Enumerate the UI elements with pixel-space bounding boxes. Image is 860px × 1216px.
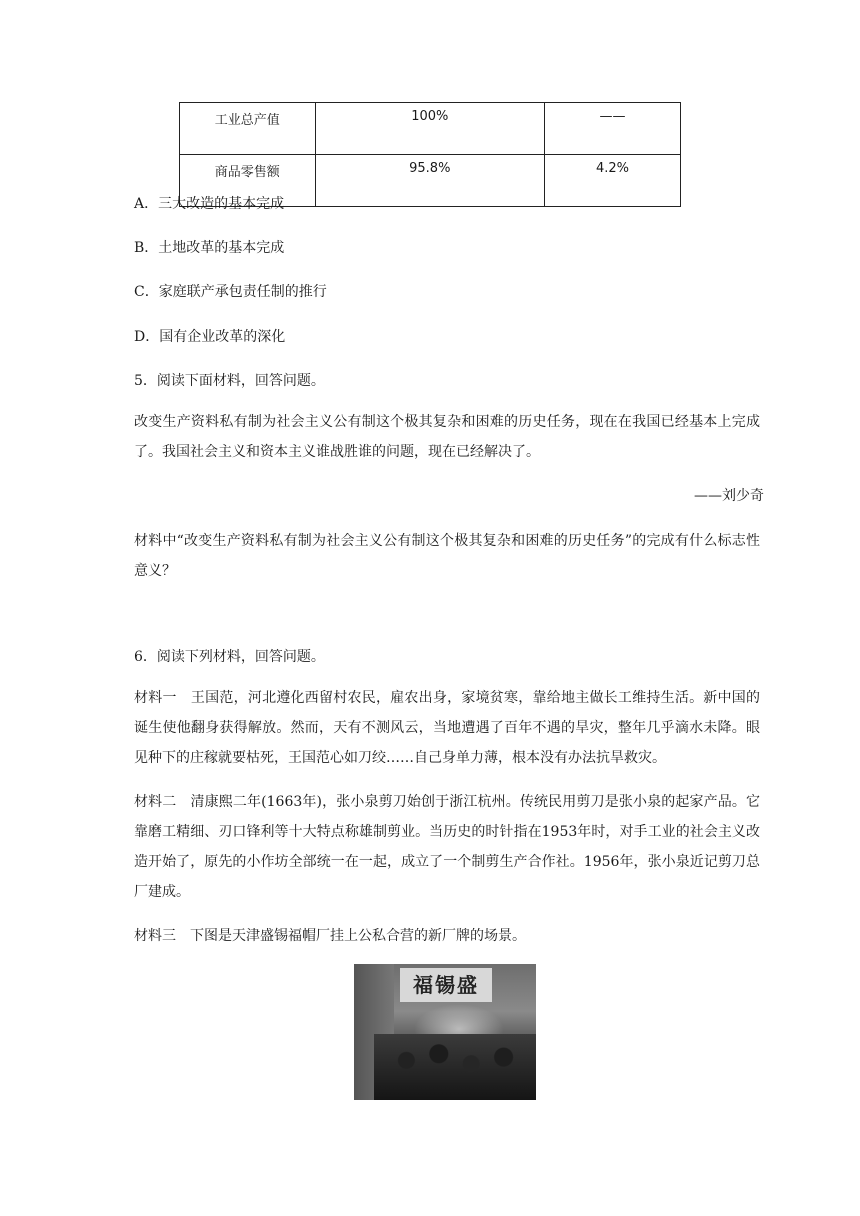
material-two: 材料二 清康熙二年(1663年)，张小泉剪刀始创于浙江杭州。传统民用剪刀是张小泉的起家产品。它靠磨工精细、刃口锋利等十大特点称雄制剪业。当历史的时针指在1953年时，对手工业的社会主义改造开始了，原先的小作坊全部统一在一起，成立了一个制剪生产合作社。1956年，张小泉近记剪刀总厂建成。 <box>134 794 760 900</box>
question-6-title: 6．阅读下列材料，回答问题。 <box>134 649 325 665</box>
option-d: D．国有企业改革的深化 <box>134 329 286 345</box>
table-cell: 100% <box>315 103 544 155</box>
question-5-title: 5．阅读下面材料，回答问题。 <box>134 373 325 389</box>
table-cell: 4.2% <box>544 155 680 207</box>
table-cell: 95.8% <box>315 155 544 207</box>
question-5-quote: 改变生产资料私有制为社会主义公有制这个极其复杂和困难的历史任务，现在在我国已经基本上完成了。我国社会主义和资本主义谁战胜谁的问题，现在已经解决了。 <box>134 414 760 460</box>
factory-sign-photo <box>354 964 536 1100</box>
data-table <box>179 102 681 207</box>
option-b: B．土地改革的基本完成 <box>134 240 285 256</box>
table-cell: 商品零售额 <box>180 155 316 207</box>
table-cell: 工业总产值 <box>180 103 316 155</box>
quote-attribution: ——刘少奇 <box>694 488 764 504</box>
photo-sign: 福锡盛 <box>400 968 492 1002</box>
material-three: 材料三 下图是天津盛锡福帽厂挂上公私合营的新厂牌的场景。 <box>134 928 526 944</box>
table-cell: —— <box>544 103 680 155</box>
option-c: C．家庭联产承包责任制的推行 <box>134 284 327 300</box>
question-5-prompt: 材料中“改变生产资料私有制为社会主义公有制这个极其复杂和困难的历史任务”的完成有什么标志性意义？ <box>134 533 760 579</box>
option-a: A．三大改造的基本完成 <box>134 196 285 212</box>
photo-crowd <box>374 1034 536 1100</box>
table-row <box>180 103 681 155</box>
material-one: 材料一 王国范，河北遵化西留村农民，雇农出身，家境贫寒，靠给地主做长工维持生活。新中国的诞生使他翻身获得解放。然而，天有不测风云，当地遭遇了百年不遇的旱灾，整年几乎滴水未降。眼见种下的庄稼就要枯死，王国范心如刀绞……自己身单力薄，根本没有办法抗旱救灾。 <box>134 690 760 766</box>
